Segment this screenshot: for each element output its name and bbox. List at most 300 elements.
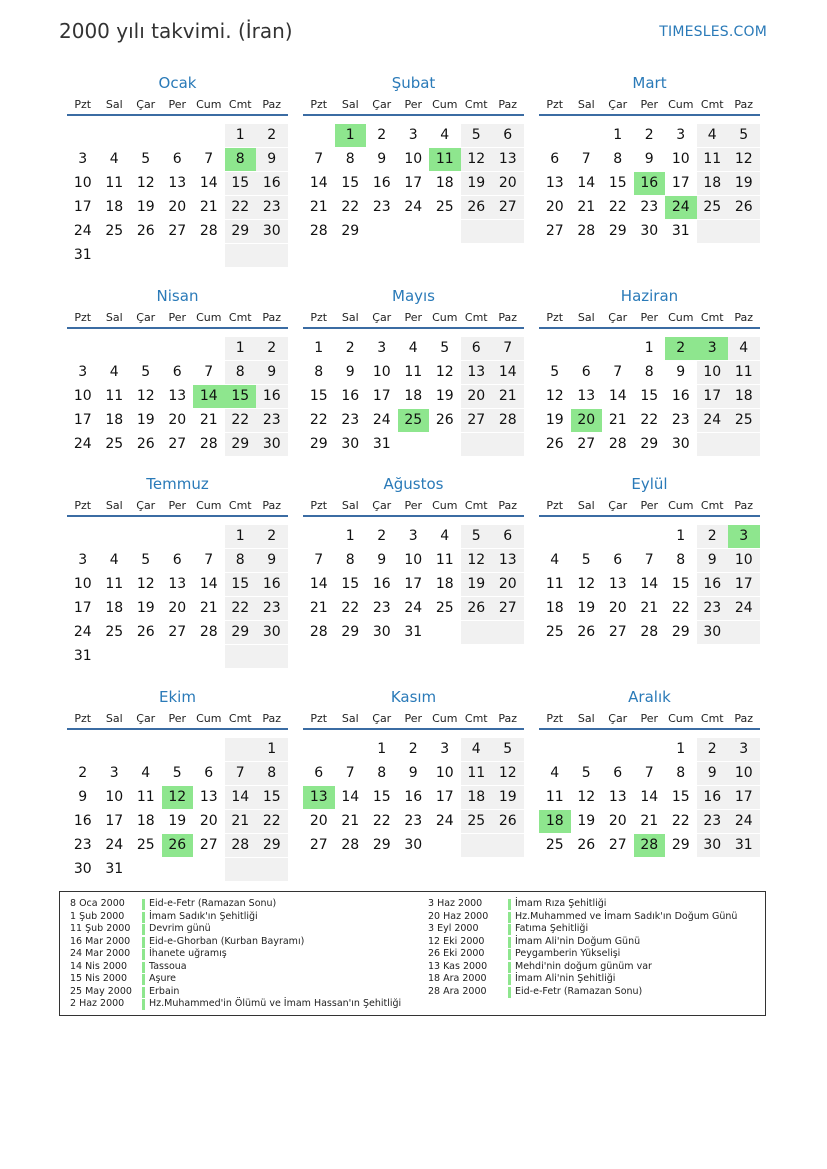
day-cell[interactable]: 25 [545, 837, 564, 853]
day-cell[interactable]: 8 [613, 151, 623, 167]
day-cell[interactable]: 30 [372, 624, 391, 640]
day-cell[interactable]: 12 [492, 762, 524, 785]
day-cell[interactable]: 11 [728, 361, 760, 384]
day-cell[interactable]: 29 [225, 433, 257, 456]
day-cell[interactable]: 25 [105, 436, 124, 452]
day-cell[interactable]: 9 [256, 549, 288, 572]
day-cell[interactable]: 1 [377, 741, 387, 757]
day-cell[interactable]: 15 [256, 786, 288, 809]
day-cell[interactable]: 18 [404, 388, 423, 404]
day-cell[interactable]: 1 [676, 528, 686, 544]
day-cell[interactable]: 19 [577, 813, 596, 829]
day-cell[interactable]: 9 [377, 552, 387, 568]
day-cell[interactable]: 18 [105, 199, 124, 215]
day-cell[interactable]: 16 [372, 175, 391, 191]
day-cell[interactable]: 21 [199, 600, 218, 616]
day-cell[interactable]: 22 [608, 199, 627, 215]
day-cell[interactable]: 4 [109, 552, 119, 568]
holiday-day-cell[interactable]: 3 [728, 525, 760, 548]
day-cell[interactable]: 11 [105, 175, 124, 191]
holiday-day-cell[interactable]: 26 [162, 834, 194, 857]
day-cell[interactable]: 23 [256, 196, 288, 219]
day-cell[interactable]: 20 [168, 600, 187, 616]
day-cell[interactable]: 18 [545, 600, 564, 616]
day-cell[interactable]: 27 [608, 624, 627, 640]
holiday-day-cell[interactable]: 24 [665, 196, 697, 219]
day-cell[interactable]: 2 [345, 340, 355, 356]
day-cell[interactable]: 28 [225, 834, 257, 857]
day-cell[interactable]: 4 [728, 337, 760, 360]
day-cell[interactable]: 3 [408, 528, 418, 544]
day-cell[interactable]: 9 [644, 151, 654, 167]
day-cell[interactable]: 31 [728, 834, 760, 857]
day-cell[interactable]: 26 [577, 624, 596, 640]
day-cell[interactable]: 18 [435, 576, 454, 592]
day-cell[interactable]: 1 [613, 127, 623, 143]
day-cell[interactable]: 7 [204, 364, 214, 380]
day-cell[interactable]: 18 [105, 600, 124, 616]
day-cell[interactable]: 6 [492, 525, 524, 548]
day-cell[interactable]: 12 [136, 175, 155, 191]
day-cell[interactable]: 20 [545, 199, 564, 215]
day-cell[interactable]: 10 [73, 576, 92, 592]
day-cell[interactable]: 14 [199, 576, 218, 592]
day-cell[interactable]: 26 [492, 810, 524, 833]
day-cell[interactable]: 8 [377, 765, 387, 781]
day-cell[interactable]: 2 [644, 127, 654, 143]
day-cell[interactable]: 20 [492, 172, 524, 195]
day-cell[interactable]: 26 [461, 597, 493, 620]
day-cell[interactable]: 11 [136, 789, 155, 805]
day-cell[interactable]: 27 [309, 837, 328, 853]
day-cell[interactable]: 30 [256, 621, 288, 644]
day-cell[interactable]: 19 [461, 172, 493, 195]
day-cell[interactable]: 5 [550, 364, 560, 380]
day-cell[interactable]: 14 [577, 175, 596, 191]
holiday-day-cell[interactable]: 11 [429, 148, 461, 171]
day-cell[interactable]: 6 [172, 552, 182, 568]
day-cell[interactable]: 13 [168, 388, 187, 404]
day-cell[interactable]: 21 [199, 412, 218, 428]
day-cell[interactable]: 7 [644, 552, 654, 568]
holiday-day-cell[interactable]: 3 [697, 337, 729, 360]
day-cell[interactable]: 27 [492, 196, 524, 219]
day-cell[interactable]: 29 [671, 624, 690, 640]
day-cell[interactable]: 22 [671, 813, 690, 829]
day-cell[interactable]: 15 [640, 388, 659, 404]
day-cell[interactable]: 31 [105, 861, 124, 877]
day-cell[interactable]: 17 [728, 786, 760, 809]
day-cell[interactable]: 18 [435, 175, 454, 191]
day-cell[interactable]: 7 [345, 765, 355, 781]
day-cell[interactable]: 16 [372, 576, 391, 592]
day-cell[interactable]: 29 [225, 621, 257, 644]
day-cell[interactable]: 4 [440, 127, 450, 143]
day-cell[interactable]: 21 [640, 600, 659, 616]
day-cell[interactable]: 19 [168, 813, 187, 829]
day-cell[interactable]: 27 [577, 436, 596, 452]
day-cell[interactable]: 4 [141, 765, 151, 781]
day-cell[interactable]: 9 [697, 762, 729, 785]
day-cell[interactable]: 30 [404, 837, 423, 853]
day-cell[interactable]: 22 [341, 600, 360, 616]
day-cell[interactable]: 17 [697, 385, 729, 408]
day-cell[interactable]: 24 [404, 199, 423, 215]
day-cell[interactable]: 12 [435, 364, 454, 380]
day-cell[interactable]: 29 [341, 624, 360, 640]
day-cell[interactable]: 3 [440, 741, 450, 757]
day-cell[interactable]: 23 [671, 412, 690, 428]
holiday-day-cell[interactable]: 20 [571, 409, 603, 432]
day-cell[interactable]: 8 [256, 762, 288, 785]
day-cell[interactable]: 2 [697, 525, 729, 548]
day-cell[interactable]: 13 [168, 175, 187, 191]
day-cell[interactable]: 11 [545, 789, 564, 805]
day-cell[interactable]: 24 [728, 597, 760, 620]
day-cell[interactable]: 5 [141, 151, 151, 167]
day-cell[interactable]: 1 [314, 340, 324, 356]
day-cell[interactable]: 8 [345, 552, 355, 568]
day-cell[interactable]: 16 [73, 813, 92, 829]
day-cell[interactable]: 7 [581, 151, 591, 167]
day-cell[interactable]: 18 [728, 385, 760, 408]
day-cell[interactable]: 16 [341, 388, 360, 404]
day-cell[interactable]: 22 [671, 600, 690, 616]
day-cell[interactable]: 18 [697, 172, 729, 195]
day-cell[interactable]: 16 [671, 388, 690, 404]
day-cell[interactable]: 1 [644, 340, 654, 356]
day-cell[interactable]: 3 [408, 127, 418, 143]
day-cell[interactable]: 14 [199, 175, 218, 191]
day-cell[interactable]: 2 [697, 738, 729, 761]
day-cell[interactable]: 12 [461, 549, 493, 572]
day-cell[interactable]: 29 [309, 436, 328, 452]
holiday-day-cell[interactable]: 13 [303, 786, 335, 809]
holiday-day-cell[interactable]: 12 [162, 786, 194, 809]
day-cell[interactable]: 2 [256, 525, 288, 548]
day-cell[interactable]: 31 [404, 624, 423, 640]
day-cell[interactable]: 27 [168, 223, 187, 239]
day-cell[interactable]: 1 [225, 525, 257, 548]
day-cell[interactable]: 3 [377, 340, 387, 356]
day-cell[interactable]: 13 [492, 148, 524, 171]
day-cell[interactable]: 14 [309, 175, 328, 191]
day-cell[interactable]: 27 [168, 624, 187, 640]
day-cell[interactable]: 4 [550, 552, 560, 568]
day-cell[interactable]: 15 [309, 388, 328, 404]
day-cell[interactable]: 3 [78, 151, 88, 167]
day-cell[interactable]: 26 [435, 412, 454, 428]
day-cell[interactable]: 3 [78, 364, 88, 380]
day-cell[interactable]: 23 [697, 810, 729, 833]
day-cell[interactable]: 11 [461, 762, 493, 785]
day-cell[interactable]: 21 [309, 600, 328, 616]
day-cell[interactable]: 14 [341, 789, 360, 805]
day-cell[interactable]: 4 [109, 151, 119, 167]
day-cell[interactable]: 13 [608, 576, 627, 592]
day-cell[interactable]: 5 [172, 765, 182, 781]
day-cell[interactable]: 24 [73, 436, 92, 452]
day-cell[interactable]: 10 [73, 388, 92, 404]
day-cell[interactable]: 22 [372, 813, 391, 829]
day-cell[interactable]: 9 [408, 765, 418, 781]
day-cell[interactable]: 12 [545, 388, 564, 404]
day-cell[interactable]: 21 [577, 199, 596, 215]
day-cell[interactable]: 21 [608, 412, 627, 428]
day-cell[interactable]: 16 [256, 573, 288, 596]
day-cell[interactable]: 15 [608, 175, 627, 191]
day-cell[interactable]: 27 [461, 409, 493, 432]
day-cell[interactable]: 14 [608, 388, 627, 404]
day-cell[interactable]: 26 [728, 196, 760, 219]
day-cell[interactable]: 5 [440, 340, 450, 356]
day-cell[interactable]: 19 [136, 600, 155, 616]
day-cell[interactable]: 7 [225, 762, 257, 785]
day-cell[interactable]: 17 [435, 789, 454, 805]
day-cell[interactable]: 12 [577, 789, 596, 805]
day-cell[interactable]: 12 [728, 148, 760, 171]
day-cell[interactable]: 26 [136, 436, 155, 452]
day-cell[interactable]: 5 [728, 124, 760, 147]
day-cell[interactable]: 23 [697, 597, 729, 620]
day-cell[interactable]: 25 [105, 223, 124, 239]
day-cell[interactable]: 31 [73, 247, 92, 263]
day-cell[interactable]: 7 [644, 765, 654, 781]
day-cell[interactable]: 22 [309, 412, 328, 428]
day-cell[interactable]: 24 [435, 813, 454, 829]
day-cell[interactable]: 16 [256, 385, 288, 408]
day-cell[interactable]: 1 [345, 528, 355, 544]
day-cell[interactable]: 6 [613, 552, 623, 568]
day-cell[interactable]: 25 [545, 624, 564, 640]
day-cell[interactable]: 10 [372, 364, 391, 380]
day-cell[interactable]: 9 [345, 364, 355, 380]
day-cell[interactable]: 16 [404, 789, 423, 805]
day-cell[interactable]: 28 [199, 223, 218, 239]
day-cell[interactable]: 23 [256, 597, 288, 620]
day-cell[interactable]: 28 [640, 624, 659, 640]
day-cell[interactable]: 19 [461, 573, 493, 596]
day-cell[interactable]: 29 [225, 220, 257, 243]
day-cell[interactable]: 14 [225, 786, 257, 809]
day-cell[interactable]: 11 [105, 576, 124, 592]
day-cell[interactable]: 9 [256, 148, 288, 171]
day-cell[interactable]: 17 [73, 600, 92, 616]
day-cell[interactable]: 15 [341, 175, 360, 191]
day-cell[interactable]: 2 [377, 528, 387, 544]
day-cell[interactable]: 12 [136, 576, 155, 592]
day-cell[interactable]: 10 [671, 151, 690, 167]
day-cell[interactable]: 25 [697, 196, 729, 219]
day-cell[interactable]: 5 [141, 552, 151, 568]
day-cell[interactable]: 28 [341, 837, 360, 853]
day-cell[interactable]: 21 [309, 199, 328, 215]
day-cell[interactable]: 19 [492, 786, 524, 809]
day-cell[interactable]: 25 [461, 810, 493, 833]
day-cell[interactable]: 29 [256, 834, 288, 857]
day-cell[interactable]: 24 [728, 810, 760, 833]
day-cell[interactable]: 8 [676, 552, 686, 568]
day-cell[interactable]: 10 [404, 151, 423, 167]
day-cell[interactable]: 4 [109, 364, 119, 380]
day-cell[interactable]: 28 [199, 436, 218, 452]
day-cell[interactable]: 16 [697, 573, 729, 596]
day-cell[interactable]: 15 [225, 573, 257, 596]
holiday-day-cell[interactable]: 16 [634, 172, 666, 195]
day-cell[interactable]: 29 [372, 837, 391, 853]
day-cell[interactable]: 20 [199, 813, 218, 829]
day-cell[interactable]: 8 [225, 549, 257, 572]
day-cell[interactable]: 3 [728, 738, 760, 761]
day-cell[interactable]: 2 [256, 337, 288, 360]
day-cell[interactable]: 24 [697, 409, 729, 432]
day-cell[interactable]: 9 [78, 789, 88, 805]
day-cell[interactable]: 18 [105, 412, 124, 428]
day-cell[interactable]: 22 [225, 597, 257, 620]
day-cell[interactable]: 6 [172, 364, 182, 380]
day-cell[interactable]: 21 [225, 810, 257, 833]
day-cell[interactable]: 20 [608, 600, 627, 616]
day-cell[interactable]: 13 [168, 576, 187, 592]
day-cell[interactable]: 6 [613, 765, 623, 781]
day-cell[interactable]: 21 [640, 813, 659, 829]
day-cell[interactable]: 10 [728, 762, 760, 785]
day-cell[interactable]: 27 [199, 837, 218, 853]
day-cell[interactable]: 17 [671, 175, 690, 191]
day-cell[interactable]: 29 [608, 223, 627, 239]
day-cell[interactable]: 10 [728, 549, 760, 572]
day-cell[interactable]: 4 [440, 528, 450, 544]
day-cell[interactable]: 11 [697, 148, 729, 171]
holiday-day-cell[interactable]: 14 [193, 385, 225, 408]
day-cell[interactable]: 20 [168, 199, 187, 215]
day-cell[interactable]: 1 [225, 124, 257, 147]
day-cell[interactable]: 27 [608, 837, 627, 853]
day-cell[interactable]: 2 [377, 127, 387, 143]
day-cell[interactable]: 5 [581, 552, 591, 568]
day-cell[interactable]: 24 [73, 223, 92, 239]
day-cell[interactable]: 28 [577, 223, 596, 239]
day-cell[interactable]: 2 [256, 124, 288, 147]
day-cell[interactable]: 22 [225, 196, 257, 219]
day-cell[interactable]: 1 [256, 738, 288, 761]
day-cell[interactable]: 9 [377, 151, 387, 167]
day-cell[interactable]: 5 [581, 765, 591, 781]
day-cell[interactable]: 26 [545, 436, 564, 452]
day-cell[interactable]: 23 [372, 600, 391, 616]
day-cell[interactable]: 12 [461, 148, 493, 171]
day-cell[interactable]: 27 [492, 597, 524, 620]
day-cell[interactable]: 17 [73, 412, 92, 428]
day-cell[interactable]: 30 [671, 436, 690, 452]
day-cell[interactable]: 24 [73, 624, 92, 640]
day-cell[interactable]: 19 [577, 600, 596, 616]
day-cell[interactable]: 28 [309, 223, 328, 239]
day-cell[interactable]: 14 [640, 789, 659, 805]
day-cell[interactable]: 11 [435, 552, 454, 568]
day-cell[interactable]: 20 [461, 385, 493, 408]
day-cell[interactable]: 19 [136, 199, 155, 215]
holiday-day-cell[interactable]: 1 [335, 124, 367, 147]
day-cell[interactable]: 26 [136, 223, 155, 239]
day-cell[interactable]: 21 [492, 385, 524, 408]
day-cell[interactable]: 21 [341, 813, 360, 829]
day-cell[interactable]: 4 [461, 738, 493, 761]
holiday-day-cell[interactable]: 18 [539, 810, 571, 833]
day-cell[interactable]: 21 [199, 199, 218, 215]
day-cell[interactable]: 2 [408, 741, 418, 757]
day-cell[interactable]: 23 [73, 837, 92, 853]
day-cell[interactable]: 7 [204, 151, 214, 167]
day-cell[interactable]: 19 [435, 388, 454, 404]
day-cell[interactable]: 6 [550, 151, 560, 167]
holiday-day-cell[interactable]: 25 [398, 409, 430, 432]
day-cell[interactable]: 30 [73, 861, 92, 877]
day-cell[interactable]: 20 [309, 813, 328, 829]
day-cell[interactable]: 15 [372, 789, 391, 805]
day-cell[interactable]: 25 [435, 600, 454, 616]
day-cell[interactable]: 5 [461, 124, 493, 147]
day-cell[interactable]: 2 [78, 765, 88, 781]
day-cell[interactable]: 24 [404, 600, 423, 616]
holiday-day-cell[interactable]: 8 [225, 148, 257, 171]
day-cell[interactable]: 20 [608, 813, 627, 829]
day-cell[interactable]: 29 [671, 837, 690, 853]
day-cell[interactable]: 28 [199, 624, 218, 640]
day-cell[interactable]: 15 [671, 789, 690, 805]
day-cell[interactable]: 23 [640, 199, 659, 215]
day-cell[interactable]: 25 [435, 199, 454, 215]
day-cell[interactable]: 16 [697, 786, 729, 809]
day-cell[interactable]: 14 [309, 576, 328, 592]
day-cell[interactable]: 11 [545, 576, 564, 592]
day-cell[interactable]: 20 [492, 573, 524, 596]
holiday-day-cell[interactable]: 28 [634, 834, 666, 857]
day-cell[interactable]: 6 [172, 151, 182, 167]
day-cell[interactable]: 6 [492, 124, 524, 147]
day-cell[interactable]: 13 [492, 549, 524, 572]
day-cell[interactable]: 17 [105, 813, 124, 829]
day-cell[interactable]: 7 [204, 552, 214, 568]
day-cell[interactable]: 22 [256, 810, 288, 833]
day-cell[interactable]: 13 [545, 175, 564, 191]
day-cell[interactable]: 7 [613, 364, 623, 380]
day-cell[interactable]: 10 [404, 552, 423, 568]
day-cell[interactable]: 6 [461, 337, 493, 360]
day-cell[interactable]: 30 [256, 433, 288, 456]
day-cell[interactable]: 15 [671, 576, 690, 592]
day-cell[interactable]: 25 [105, 624, 124, 640]
day-cell[interactable]: 30 [256, 220, 288, 243]
day-cell[interactable]: 4 [408, 340, 418, 356]
day-cell[interactable]: 27 [545, 223, 564, 239]
day-cell[interactable]: 30 [341, 436, 360, 452]
day-cell[interactable]: 18 [461, 786, 493, 809]
day-cell[interactable]: 31 [73, 648, 92, 664]
day-cell[interactable]: 17 [728, 573, 760, 596]
day-cell[interactable]: 28 [608, 436, 627, 452]
brand-logo[interactable]: TIMESLES.COM [659, 24, 767, 40]
day-cell[interactable]: 20 [168, 412, 187, 428]
day-cell[interactable]: 26 [461, 196, 493, 219]
day-cell[interactable]: 22 [640, 412, 659, 428]
day-cell[interactable]: 8 [225, 361, 257, 384]
day-cell[interactable]: 23 [341, 412, 360, 428]
day-cell[interactable]: 13 [577, 388, 596, 404]
day-cell[interactable]: 31 [671, 223, 690, 239]
day-cell[interactable]: 1 [225, 337, 257, 360]
day-cell[interactable]: 4 [697, 124, 729, 147]
